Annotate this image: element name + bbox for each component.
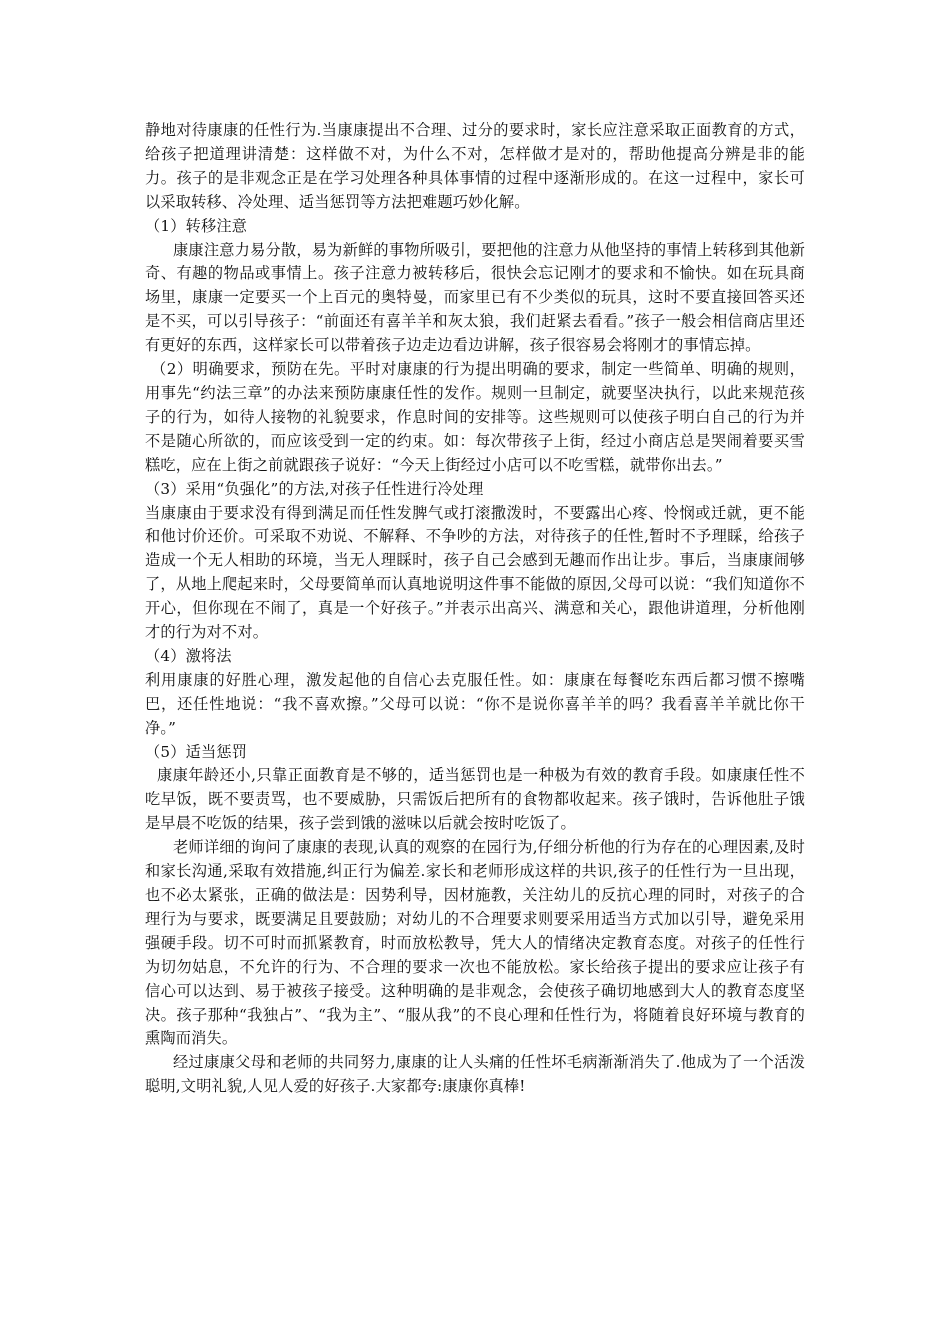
paragraph-intro: 静地对待康康的任性行为.当康康提出不合理、过分的要求时，家长应注意采取正面教育的方式，给孩子把道理讲清楚：这样做不对，为什么不对，怎样做才是对的，帮助他提高分辨是非的能力。孩子的是非观念正是在学习处理各种具体事情的过程中逐渐形成的。在这一过程中，家长可以采取转移、冷处理、适当惩罚等方法把难题巧妙化解。 <box>145 121 805 211</box>
heading-5: （5）适当惩罚 <box>145 742 248 761</box>
paragraph-6: 老师详细的询问了康康的表现,认真的观察的在园行为,仔细分析他的行为存在的心理因素,及时和家长沟通,采取有效措施,纠正行为偏差.家长和老师形成这样的共识,孩子的任性行为一旦出现，也不必太紧张，正确的做法是：因势利导，因材施教，关注幼儿的反抗心理的同时，对孩子的合理行为与要求，既要满足且要鼓励；对幼儿的不合理要求则要采用适当方式加以引导，避免采用强硬手段。切不可时而抓紧教育，时而放松教导，凭大人的情绪决定教育态度。对孩子的任性行为切勿姑息，不允许的行为、不合理的要求一次也不能放松。家长给孩子提出的要求应让孩子有信心可以达到、易于被孩子接受。这种明确的是非观念，会使孩子确切地感到大人的教育态度坚决。孩子那种“我独占”、“我为主”、“服从我”的不良心理和任性行为，将随着良好环境与教育的熏陶而消失。 <box>145 838 805 1048</box>
heading-1: （1）转移注意 <box>145 216 248 235</box>
paragraph-2: （2）明确要求，预防在先。平时对康康的行为提出明确的要求，制定一些简单、明确的规则，用事先“约法三章”的办法来预防康康任性的发作。规则一旦制定，就要坚决执行，以此来规范孩子的行为，如待人接物的礼貌要求，作息时间的安排等。这些规则可以使孩子明白自己的行为并不是随心所欲的，而应该受到一定的约束。如：每次带孩子上街，经过小商店总是哭闹着要买雪糕吃，应在上街之前就跟孩子说好：“今天上街经过小店可以不吃雪糕，就带你出去。” <box>145 360 805 474</box>
paragraph-1: 康康注意力易分散，易为新鲜的事物所吸引，要把他的注意力从他坚持的事情上转移到其他新奇、有趣的物品或事情上。孩子注意力被转移后，很快会忘记刚才的要求和不愉快。如在玩具商场里，康康一定要买一个上百元的奥特曼，而家里已有不少类似的玩具，这时不要直接回答买还是不买，可以引导孩子：“前面还有喜羊羊和灰太狼，我们赶紧去看看。”孩子一般会相信商店里还有更好的东西，这样家长可以带着孩子边走边看边讲解，孩子很容易会将刚才的事情忘掉。 <box>145 240 805 355</box>
document-page <box>145 119 805 1099</box>
paragraph-3: 当康康由于要求没有得到满足而任性发脾气或打滚撒泼时，不要露出心疼、怜悯或迁就，更不能和他讨价还价。可采取不劝说、不解释、不争吵的方法，对待孩子的任性,暂时不予理睬，给孩子造成一个无人相助的环境，当无人理睬时，孩子自己会感到无趣而作出让步。事后，当康康闹够了，从地上爬起来时，父母要简单而认真地说明这件事不能做的原因,父母可以说：“我们知道你不开心，但你现在不闹了，真是一个好孩子。”并表示出高兴、满意和关心，跟他讲道理，分析他刚才的行为对不对。 <box>145 503 805 642</box>
paragraph-7: 经过康康父母和老师的共同努力,康康的让人头痛的任性坏毛病渐渐消失了.他成为了一个活泼聪明,文明礼貌,人见人爱的好孩子.大家都夸:康康你真棒! <box>145 1053 805 1096</box>
heading-3: （3）采用“负强化”的方法,对孩子任性进行冷处理 <box>145 479 484 498</box>
paragraph-5: 康康年龄还小,只靠正面教育是不够的，适当惩罚也是一种极为有效的教育手段。如康康任性不吃早饭，既不要责骂，也不要威胁，只需饭后把所有的食物都收起来。孩子饿时，告诉他肚子饿是早晨不吃饭的结果，孩子尝到饿的滋味以后就会按时吃饭了。 <box>145 766 805 833</box>
heading-4: （4）激将法 <box>145 646 232 665</box>
paragraph-4: 利用康康的好胜心理，激发起他的自信心去克服任性。如：康康在每餐吃东西后都习惯不擦嘴巴，还任性地说：“我不喜欢擦。”父母可以说：“你不是说你喜羊羊的吗？我看喜羊羊就比你干净。” <box>145 670 805 737</box>
